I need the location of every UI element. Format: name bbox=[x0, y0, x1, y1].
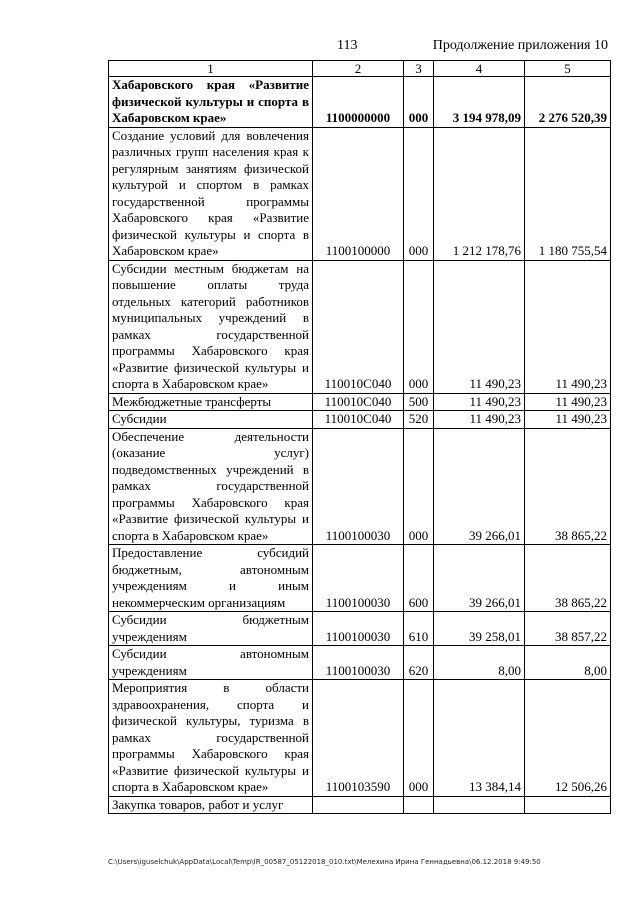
row-name: Субсидии местным бюджетам на повышение оплаты труда отдельных категорий работников муниципальных учреждений в рамках государственной программы Хабаровского края «Развитие физической культуры и спорта в Хабаровском крае» bbox=[109, 260, 313, 393]
column-header: 5 bbox=[525, 61, 611, 77]
row-sum-2: 2 276 520,39 bbox=[525, 77, 611, 128]
row-csr: 1100100030 bbox=[313, 428, 404, 545]
row-sum-2: 1 180 755,54 bbox=[525, 127, 611, 260]
row-sum-1: 13 384,14 bbox=[434, 680, 525, 797]
row-sum-2: 38 857,22 bbox=[525, 612, 611, 646]
table-row bbox=[109, 612, 611, 646]
row-csr: 1100100000 bbox=[313, 127, 404, 260]
row-vr: 610 bbox=[404, 612, 434, 646]
row-vr: 000 bbox=[404, 680, 434, 797]
row-csr: 1100100030 bbox=[313, 545, 404, 612]
row-vr: 620 bbox=[404, 646, 434, 680]
table-row bbox=[109, 260, 611, 393]
table-row bbox=[109, 411, 611, 429]
table-row bbox=[109, 393, 611, 411]
row-csr: 1100100030 bbox=[313, 612, 404, 646]
row-name: Создание условий для вовлечения различных групп населения края к регулярным занятиям физической культурой и спортом в рамках государственной программы Хабаровского края «Развитие физической культуры и спорта в Хабаровском крае» bbox=[109, 127, 313, 260]
row-csr: 1100103590 bbox=[313, 680, 404, 797]
row-sum-2: 12 506,26 bbox=[525, 680, 611, 797]
row-sum-1: 39 266,01 bbox=[434, 545, 525, 612]
column-header: 2 bbox=[313, 61, 404, 77]
table-row bbox=[109, 646, 611, 680]
row-sum-1: 11 490,23 bbox=[434, 411, 525, 429]
table-row bbox=[109, 680, 611, 797]
row-name: Закупка товаров, работ и услуг bbox=[109, 796, 313, 814]
column-header: 3 bbox=[404, 61, 434, 77]
column-header: 4 bbox=[434, 61, 525, 77]
row-sum-2: 11 490,23 bbox=[525, 411, 611, 429]
row-name: Субсидии автономным учреждениям bbox=[109, 646, 313, 680]
row-sum-1: 1 212 178,76 bbox=[434, 127, 525, 260]
row-name: Межбюджетные трансферты bbox=[109, 393, 313, 411]
row-name: Субсидии бюджетным учреждениям bbox=[109, 612, 313, 646]
column-header: 1 bbox=[109, 61, 313, 77]
row-vr: 000 bbox=[404, 127, 434, 260]
table-row bbox=[109, 127, 611, 260]
continuation-label: Продолжение приложения 10 bbox=[432, 38, 608, 53]
table-row bbox=[109, 428, 611, 545]
row-sum-2: 38 865,22 bbox=[525, 428, 611, 545]
page-number: 113 bbox=[337, 38, 358, 53]
row-sum-1: 8,00 bbox=[434, 646, 525, 680]
row-vr: 000 bbox=[404, 260, 434, 393]
row-sum-2: 11 490,23 bbox=[525, 260, 611, 393]
row-sum-1: 3 194 978,09 bbox=[434, 77, 525, 128]
row-csr: 110010С040 bbox=[313, 411, 404, 429]
row-csr: 1100100030 bbox=[313, 646, 404, 680]
row-sum-1: 11 490,23 bbox=[434, 393, 525, 411]
row-vr: 520 bbox=[404, 411, 434, 429]
row-sum-2: 8,00 bbox=[525, 646, 611, 680]
row-name: Хабаровского края «Развитие физической культуры и спорта в Хабаровском крае» bbox=[109, 77, 313, 128]
row-sum-2: 38 865,22 bbox=[525, 545, 611, 612]
table-row bbox=[109, 796, 611, 814]
budget-table bbox=[108, 60, 611, 814]
row-csr bbox=[313, 796, 404, 814]
table-row bbox=[109, 545, 611, 612]
row-sum-1: 11 490,23 bbox=[434, 260, 525, 393]
file-path-footer: C:\Users\iguselchuk\AppData\Local\Temp\IR_00587_05122018_010.txt\Мелехина Ирина Геннадьевна\06.12.2018 9:49:50 bbox=[108, 858, 541, 866]
row-vr: 600 bbox=[404, 545, 434, 612]
row-name: Мероприятия в области здравоохранения, спорта и физической культуры, туризма в рамках государственной программы Хабаровского края «Развитие физической культуры и спорта в Хабаровском крае» bbox=[109, 680, 313, 797]
row-vr: 000 bbox=[404, 77, 434, 128]
row-sum-1: 39 258,01 bbox=[434, 612, 525, 646]
row-vr: 000 bbox=[404, 428, 434, 545]
row-csr: 1100000000 bbox=[313, 77, 404, 128]
row-name: Обеспечение деятельности (оказание услуг) подведомственных учреждений в рамках государственной программы Хабаровского края «Развитие физической культуры и спорта в Хабаровском крае» bbox=[109, 428, 313, 545]
table-row bbox=[109, 77, 611, 128]
table-header-row bbox=[109, 61, 611, 77]
row-sum-1: 39 266,01 bbox=[434, 428, 525, 545]
row-vr: 500 bbox=[404, 393, 434, 411]
row-name: Субсидии bbox=[109, 411, 313, 429]
row-name: Предоставление субсидий бюджетным, автономным учреждениям и иным некоммерческим организациям bbox=[109, 545, 313, 612]
row-vr bbox=[404, 796, 434, 814]
row-csr: 110010С040 bbox=[313, 393, 404, 411]
row-sum-2: 11 490,23 bbox=[525, 393, 611, 411]
row-csr: 110010С040 bbox=[313, 260, 404, 393]
row-sum-2 bbox=[525, 796, 611, 814]
row-sum-1 bbox=[434, 796, 525, 814]
